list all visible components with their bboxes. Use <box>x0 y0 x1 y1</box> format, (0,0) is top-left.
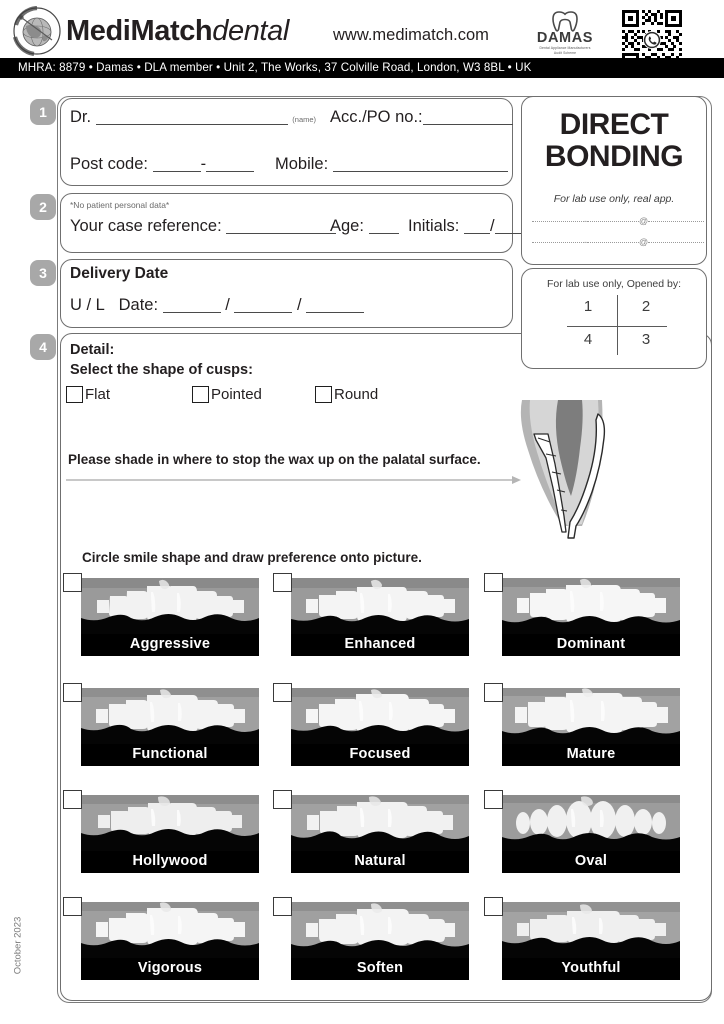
smile-label-youthful: Youthful <box>561 960 621 976</box>
quadrant-1[interactable]: 1 <box>583 298 593 315</box>
right-arrow-icon <box>66 472 521 480</box>
smile-photo-enhanced <box>291 578 469 634</box>
postcode-input-2[interactable] <box>206 157 254 172</box>
smile-label-focused: Focused <box>349 746 411 762</box>
lab-line2-seg2[interactable] <box>587 241 639 243</box>
postcode-label: Post code: <box>70 155 148 173</box>
smile-tile-vigorous[interactable] <box>81 902 259 980</box>
brand-name-italic: dental <box>212 15 289 47</box>
case-reference-input[interactable] <box>226 219 336 234</box>
smile-label-aggressive: Aggressive <box>129 636 211 652</box>
quadrant-chart[interactable] <box>558 295 676 355</box>
section-2-badge: 2 <box>30 194 56 220</box>
website-url[interactable]: www.medimatch.com <box>333 26 489 44</box>
account-po-label: Acc./PO no.: <box>330 108 423 126</box>
smile-tile-enhanced[interactable] <box>291 578 469 656</box>
postcode-input-1[interactable] <box>153 157 201 172</box>
mobile-field[interactable] <box>275 155 508 174</box>
smile-photo-hollywood <box>81 795 259 851</box>
tooth-cross-section-icon <box>508 392 618 540</box>
opened-by-label: For lab use only, Opened by: <box>546 278 682 290</box>
postcode-separator: - <box>200 155 207 173</box>
damas-logo <box>521 10 609 56</box>
direct-bonding-title-line1: DIRECT <box>559 108 669 141</box>
lab-line1-dash: - <box>584 216 587 226</box>
address-bar <box>0 58 724 78</box>
doctor-name-input[interactable] <box>96 110 288 125</box>
cusp-label-round: Round <box>334 386 379 403</box>
date-input-year[interactable] <box>306 298 364 313</box>
smile-checkbox-youthful[interactable] <box>484 897 503 916</box>
smile-photo-focused <box>291 688 469 744</box>
smile-label-oval: Oval <box>574 853 608 869</box>
initials-label: Initials: <box>408 217 460 235</box>
smile-label-soften: Soften <box>356 960 404 976</box>
cusp-checkbox-flat[interactable] <box>66 386 83 403</box>
direct-bonding-title-line2: BONDING <box>544 140 684 173</box>
smile-checkbox-oval[interactable] <box>484 790 503 809</box>
smile-photo-aggressive <box>81 578 259 634</box>
lab-app-line-2[interactable] <box>532 237 704 247</box>
smile-tile-mature[interactable] <box>502 688 680 766</box>
smile-label-vigorous: Vigorous <box>137 960 203 976</box>
page-header <box>0 0 724 58</box>
cusp-label-pointed: Pointed <box>211 386 262 403</box>
lab-line1-at: @ <box>639 216 649 226</box>
section-4-badge: 4 <box>30 334 56 360</box>
lab-line2-seg3[interactable] <box>648 241 704 243</box>
quadrant-3[interactable]: 3 <box>641 331 651 348</box>
medimatch-globe-logo-icon <box>12 6 62 56</box>
smile-label-dominant: Dominant <box>556 636 626 652</box>
smile-photo-youthful <box>502 902 680 958</box>
date-separator-2: / <box>297 296 302 314</box>
lab-use-note: For lab use only, real app. <box>553 193 675 205</box>
initials-field[interactable] <box>408 217 521 236</box>
smile-checkbox-dominant[interactable] <box>484 573 503 592</box>
cusps-label: Select the shape of cusps: <box>70 362 253 378</box>
damas-tooth-icon <box>550 10 580 32</box>
smile-checkbox-natural[interactable] <box>273 790 292 809</box>
smile-photo-vigorous <box>81 902 259 958</box>
doctor-name-field[interactable] <box>70 108 316 127</box>
section-1-badge: 1 <box>30 99 56 125</box>
damas-subtitle-line1: Dental Appliance Manufacturers <box>539 46 591 50</box>
smile-label-functional: Functional <box>132 746 208 762</box>
delivery-date-title: Delivery Date <box>70 265 169 282</box>
section-3-badge: 3 <box>30 260 56 286</box>
date-input-day[interactable] <box>163 298 221 313</box>
no-personal-data-notice: *No patient personal data* <box>70 200 170 210</box>
lab-line2-at: @ <box>639 237 649 247</box>
smile-tile-focused[interactable] <box>291 688 469 766</box>
smile-photo-mature <box>502 688 680 744</box>
smile-label-enhanced: Enhanced <box>344 636 416 652</box>
quadrant-vertical-line <box>617 295 618 355</box>
mobile-input[interactable] <box>333 157 508 172</box>
doctor-label: Dr. <box>70 108 92 126</box>
smile-photo-dominant <box>502 578 680 634</box>
account-po-input[interactable] <box>423 110 513 125</box>
damas-name: DAMAS <box>536 30 594 46</box>
smile-checkbox-hollywood[interactable] <box>63 790 82 809</box>
smile-label-natural: Natural <box>354 853 406 869</box>
cusp-checkbox-pointed[interactable] <box>192 386 209 403</box>
quadrant-4[interactable]: 4 <box>583 331 593 348</box>
account-po-field[interactable] <box>330 108 513 127</box>
age-label: Age: <box>330 217 364 235</box>
detail-label: Detail: <box>70 342 115 358</box>
lab-line2-dash: - <box>584 237 587 247</box>
upper-lower-label[interactable]: U / L <box>70 296 105 314</box>
brand-title <box>66 16 289 46</box>
initials-separator: / <box>489 217 495 235</box>
direct-bonding-title <box>522 109 706 173</box>
smile-photo-soften <box>291 902 469 958</box>
smile-photo-functional <box>81 688 259 744</box>
case-reference-field[interactable] <box>70 217 336 236</box>
quadrant-horizontal-line <box>567 326 667 327</box>
delivery-date-field[interactable] <box>70 296 364 315</box>
quadrant-2[interactable]: 2 <box>641 298 651 315</box>
lab-line1-seg2[interactable] <box>587 220 639 222</box>
date-input-month[interactable] <box>234 298 292 313</box>
direct-bonding-box <box>521 96 707 265</box>
smile-tile-youthful[interactable] <box>502 902 680 980</box>
smile-tile-hollywood[interactable] <box>81 795 259 873</box>
footer-date: October 2023 <box>12 916 24 975</box>
smile-label-hollywood: Hollywood <box>132 853 208 869</box>
shade-instruction: Please shade in where to stop the wax up on the palatal surface. <box>68 452 481 467</box>
smile-photo-oval <box>502 795 680 851</box>
smile-checkbox-soften[interactable] <box>273 897 292 916</box>
smile-checkbox-mature[interactable] <box>484 683 503 702</box>
smile-tile-dominant[interactable] <box>502 578 680 656</box>
smile-checkbox-enhanced[interactable] <box>273 573 292 592</box>
initials-input-2[interactable] <box>495 219 521 234</box>
opened-by-box <box>521 268 707 369</box>
smile-checkbox-functional[interactable] <box>63 683 82 702</box>
lab-line2-seg1[interactable] <box>532 241 584 243</box>
smile-tile-functional[interactable] <box>81 688 259 766</box>
lab-line1-seg1[interactable] <box>532 220 584 222</box>
smile-tile-aggressive[interactable] <box>81 578 259 656</box>
brand-name-bold: MediMatch <box>66 15 213 47</box>
circle-smile-instruction: Circle smile shape and draw preference onto picture. <box>82 550 422 565</box>
smile-label-mature: Mature <box>566 746 616 762</box>
lab-line1-seg3[interactable] <box>648 220 704 222</box>
smile-checkbox-vigorous[interactable] <box>63 897 82 916</box>
smile-tile-natural[interactable] <box>291 795 469 873</box>
smile-checkbox-aggressive[interactable] <box>63 573 82 592</box>
date-separator-1: / <box>225 296 230 314</box>
smile-photo-natural <box>291 795 469 851</box>
postcode-field[interactable] <box>70 155 254 174</box>
smile-checkbox-focused[interactable] <box>273 683 292 702</box>
cusp-checkbox-round[interactable] <box>315 386 332 403</box>
case-reference-label: Your case reference: <box>70 217 222 235</box>
age-field[interactable] <box>330 217 399 236</box>
lab-app-line-1[interactable] <box>532 216 704 226</box>
smile-tile-oval[interactable] <box>502 795 680 873</box>
cusp-label-flat: Flat <box>85 386 111 403</box>
damas-subtitle-line2: Audit Scheme <box>553 50 577 55</box>
address-bar-text: MHRA: 8879 • Damas • DLA member • Unit 2, The Works, 37 Colville Road, London, W3 8BL • UK <box>18 61 532 74</box>
smile-tile-soften[interactable] <box>291 902 469 980</box>
date-label: Date: <box>118 296 159 314</box>
age-input[interactable] <box>369 219 399 234</box>
mobile-label: Mobile: <box>275 155 329 173</box>
doctor-name-hint: (name) <box>292 115 317 124</box>
initials-input-1[interactable] <box>464 219 490 234</box>
